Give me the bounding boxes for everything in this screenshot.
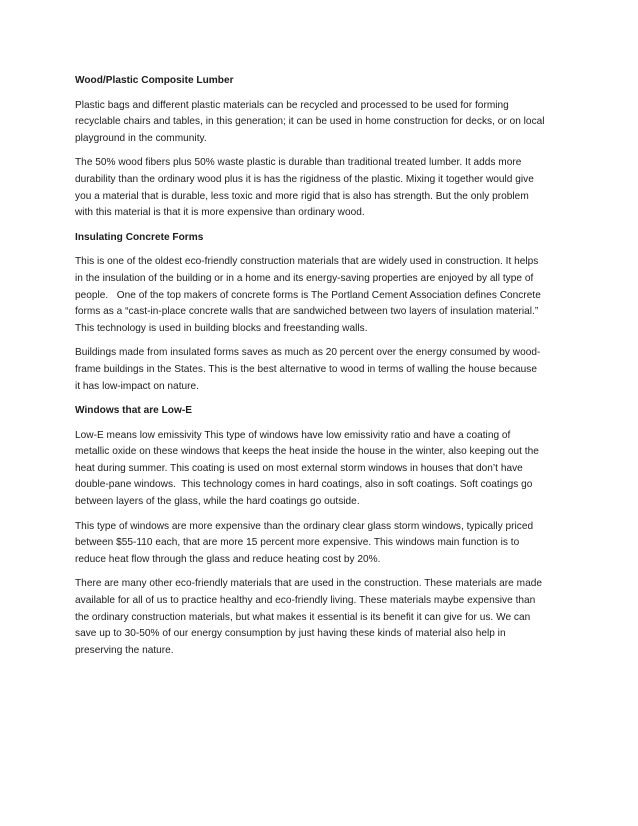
text-line: between layers of the glass, while the hard coatings go outside. — [75, 496, 360, 508]
paragraph — [75, 576, 567, 659]
text-line: This is one of the oldest eco-friendly construction materials that are widely used in construction. It helps — [75, 256, 539, 268]
text-line: Plastic bags and different plastic materials can be recycled and processed to be used for forming — [75, 99, 509, 111]
text-line: people. One of the top makers of concrete forms is The Portland Cement Association defines Concrete — [75, 289, 541, 301]
text-line: preserving the nature. — [75, 644, 174, 656]
paragraph — [75, 254, 567, 337]
text-line: double-pane windows. This technology comes in hard coatings, also in soft coatings. Soft coatings go — [75, 479, 533, 491]
text-line: Low-E means low emissivity This type of windows have low emissivity ratio and have a coating of — [75, 429, 511, 441]
text-line: playground in the community. — [75, 132, 207, 144]
text-line: frame buildings in the States. This is the best alternative to wood in terms of walling the house because — [75, 363, 537, 375]
paragraph — [75, 345, 567, 395]
text-line: recyclable chairs and tables, in this generation; it can be used in home construction for decks, or on local — [75, 116, 545, 128]
document-page — [75, 73, 567, 667]
text-line: forms as a “cast-in-place concrete walls that are sandwiched between two layers of insulation material.” — [75, 306, 539, 318]
text-line: heat during summer. This coating is used on most external storm windows in houses that don’t have — [75, 462, 523, 474]
text-line: reduce heat flow through the glass and reduce heating cost by 20%. — [75, 553, 381, 565]
text-line: with this material is that it is more expensive than ordinary wood. — [75, 207, 365, 219]
text-line: save up to 30-50% of our energy consumption by just having these kinds of material also help in — [75, 628, 506, 640]
paragraph — [75, 519, 567, 569]
text-line: durability than the ordinary wood plus it is has the rigidness of the plastic. Mixing it together would give — [75, 173, 534, 185]
text-line: metallic oxide on these windows that keeps the heat inside the house in the winter, also keeping out the — [75, 446, 539, 458]
text-line: The 50% wood fibers plus 50% waste plastic is durable than traditional treated lumber. It adds more — [75, 157, 522, 169]
text-line: it has low-impact on nature. — [75, 380, 199, 392]
section-heading-low-e-windows: Windows that are Low-E — [75, 405, 192, 417]
section-heading-insulating-concrete: Insulating Concrete Forms — [75, 231, 204, 243]
text-line: available for all of us to practice healthy and eco-friendly living. These materials maybe expensive than — [75, 595, 536, 607]
section-heading-wood-plastic: Wood/Plastic Composite Lumber — [75, 75, 234, 86]
text-line: Buildings made from insulated forms saves as much as 20 percent over the energy consumed by wood- — [75, 347, 541, 359]
text-line: There are many other eco-friendly materials that are used in the construction. These materials are made — [75, 578, 542, 590]
text-line: This type of windows are more expensive than the ordinary clear glass storm windows, typically priced — [75, 520, 534, 532]
paragraph — [75, 155, 567, 221]
paragraph — [75, 428, 567, 511]
text-line: the ordinary construction materials, but what makes it essential is its benefit it can give for us. We can — [75, 611, 531, 623]
paragraph — [75, 98, 567, 148]
text-line: in the insulation of the building or in a home and its energy-saving properties are enjoyed by all type of — [75, 272, 534, 284]
text-line: you a material that is durable, less toxic and more rigid that is also has strength. But the only problem — [75, 190, 529, 202]
text-line: between $55-110 each, that are more 15 percent more expensive. This windows main function is to — [75, 537, 520, 549]
text-line: This technology is used in building blocks and freestanding walls. — [75, 322, 368, 334]
